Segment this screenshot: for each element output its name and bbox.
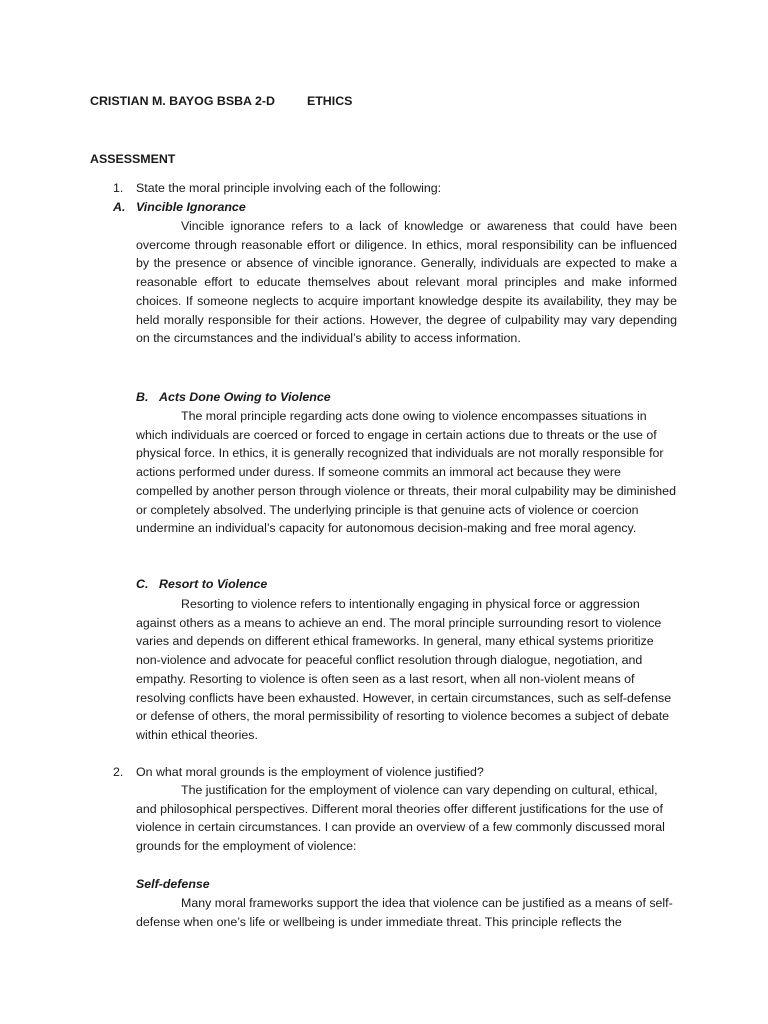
item-c-letter: C.	[136, 577, 149, 591]
self-defense-heading: Self-defense	[136, 877, 210, 891]
question-2-body: The justification for the employment of violence can vary depending on cultural, ethical, and philosophical perspectives. Different moral theories offer different justifications for the use of violence in certain circumstances. I can provide an overview of a few commonly discussed moral grounds for the employment of violence:	[136, 783, 665, 854]
student-name-course: CRISTIAN M. BAYOG BSBA 2-D	[90, 94, 275, 108]
question-1-prompt	[113, 181, 441, 195]
item-a-title: Vincible Ignorance	[136, 200, 246, 214]
document-header	[90, 94, 352, 108]
item-b-body: The moral principle regarding acts done owing to violence encompasses situations in which individuals are coerced or forced to engage in certain actions due to threats or the use of physical force. In ethics, it is generally recognized that individuals are not morally responsible for actions performed under duress. If someone commits an immoral act because they were compelled by another person through violence or threats, their moral culpability may be diminished or completely absolved. The underlying principle is that genuine acts of violence or coercion undermine an individual’s capacity for autonomous decision-making and free moral agency.	[136, 409, 676, 536]
self-defense-body: Many moral frameworks support the idea that violence can be justified as a means of self-defense when one’s life or wellbeing is under immediate threat. This principle reflects the	[136, 896, 673, 929]
item-a-heading	[113, 200, 246, 214]
item-c-heading	[136, 577, 267, 591]
item-c-title: Resort to Violence	[159, 577, 268, 591]
question-1-text: State the moral principle involving each of the following:	[136, 181, 442, 195]
subject-label: ETHICS	[306, 94, 353, 108]
item-b-title: Acts Done Owing to Violence	[159, 390, 331, 404]
item-a-letter: A.	[113, 200, 126, 214]
item-a-body: Vincible ignorance refers to a lack of knowledge or awareness that could have been overcome through reasonable effort or diligence. In ethics, moral responsibility can be influenced by the presence or absence of vincible ignorance. Generally, individuals are expected to make a reasonable effort to educate themselves about relevant moral principles and make informed choices. If someone neglects to acquire important knowledge despite its availability, they may be held morally responsible for their actions. However, the degree of culpability may vary depending on the circumstances and the individual’s ability to access information.	[136, 219, 677, 346]
question-2-text: On what moral grounds is the employment of violence justified?	[136, 765, 484, 779]
question-2-number: 2.	[113, 765, 124, 779]
item-c-body: Resorting to violence refers to intentionally engaging in physical force or aggression against others as a means to achieve an end. The moral principle surrounding resort to violence varies and depends on different ethical frameworks. In general, many ethical systems prioritize non-violence and advocate for peaceful conflict resolution through dialogue, negotiation, and empathy. Resorting to violence is often seen as a last resort, when all non-violent means of resolving conflicts have been exhausted. However, in certain circumstances, such as self-defense or defense of others, the moral permissibility of resorting to violence becomes a subject of debate within ethical theories.	[136, 597, 672, 742]
assessment-title: ASSESSMENT	[90, 152, 176, 166]
question-1-number: 1.	[113, 181, 124, 195]
item-b-heading	[136, 390, 331, 404]
question-2-prompt	[113, 765, 484, 779]
item-b-letter: B.	[136, 390, 149, 404]
